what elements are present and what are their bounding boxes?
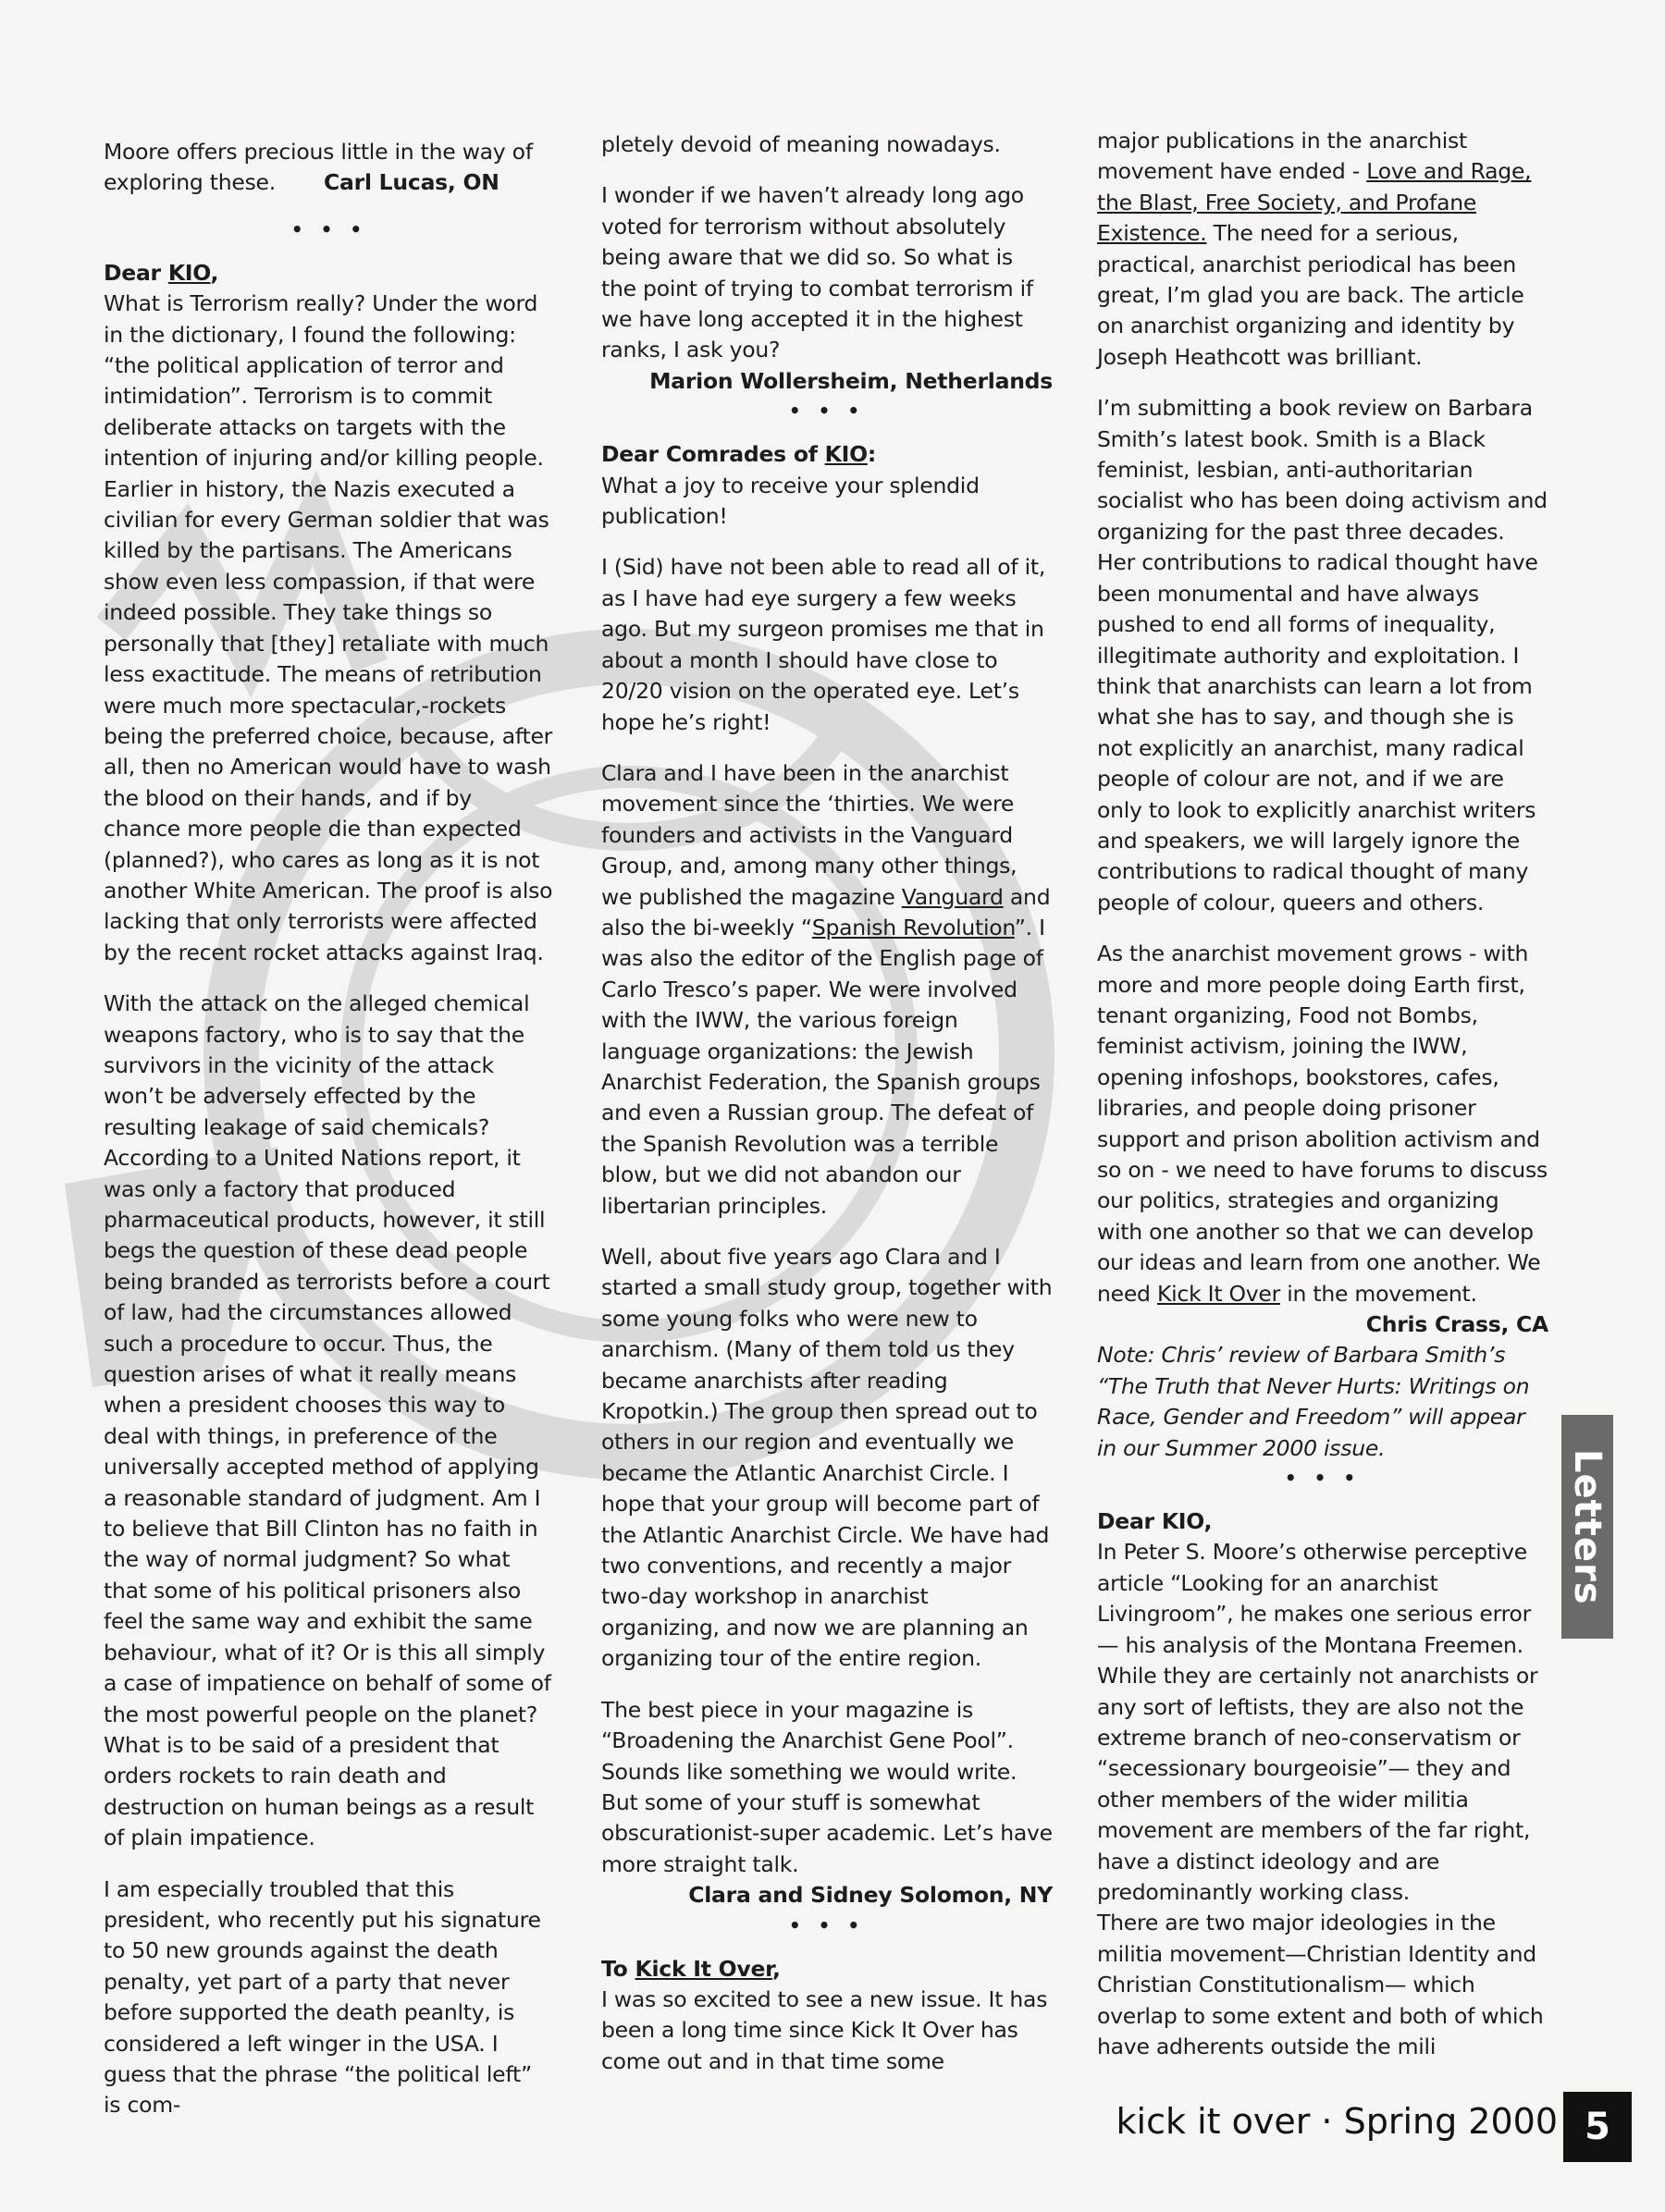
letter-ending: [104, 137, 555, 199]
paragraph-text: Clara and I have been in the anarchist movement since the ‘thirties. We were founders and activists in the Vanguard Group, and, among many other things, we published the magazine: [601, 759, 1018, 910]
publication-title: Vanguard: [901, 883, 1004, 910]
letter-paragraph: There are two major ideologies in the militia movement—Christian Identity and Christian Constitutionalism— which overlap to some extent and both of which have adherents outside the mili: [1097, 1910, 1544, 2059]
letter-paragraph: Well, about five years ago Clara and I started a small study group, together with some young folks who were new to anarchism. (Many of them told us they became anarchists after reading Kropotkin.) The group then spread out to others in our region and eventually we became the Atlantic Anarchist Circle. I hope that your group will become part of the Atlantic Anarchist Circle. We have had two conventions, and recently a major two-day workshop in anarchist organizing, and now we are planning an organizing tour of the entire region.: [601, 1244, 1053, 1672]
paragraph-text: As the anarchist movement grows - with more and more people doing Earth first, tenant organizing, Food not Bombs, feminist activism, joining the IWW, opening infoshops, bookstores, cafes, libraries, and people doing prisoner support and prison abolition activism and so on - we need to have forums to discuss our politics, strategies and organizing with one another so that we can develop our ideas and learn from one another. We need: [1097, 940, 1548, 1307]
paragraph-text: major publications in the anarchist movement have ended -: [1097, 128, 1467, 185]
paragraph-text: ”. I was also the editor of the English page of Carlo Tresco’s paper. We were involved with the IWW, the various foreign language organizations: the Jewish Anarchist Federation, the Spanish groups and even a Russian group. The defeat of the Spanish Revolution was a terrible blow, but we did not abandon our libertarian principles.: [601, 914, 1045, 1219]
signature: Clara and Sidney Solomon, NY: [688, 1882, 1053, 1909]
page-number: 5: [1563, 2092, 1632, 2162]
signature: Chris Crass, CA: [1365, 1311, 1548, 1338]
letter-greeting: [104, 258, 555, 289]
paragraph-text: and also the bi-weekly “: [601, 883, 1051, 940]
magazine-name: Kick It Over: [1156, 1280, 1281, 1307]
signature: Marion Wollersheim, Netherlands: [649, 367, 1053, 394]
publication-titles: Love and Rage, the Blast, Free Society, and Profane Existence.: [1097, 158, 1532, 247]
letter-paragraph: I’m submitting a book review on Barbara Smith’s latest book. Smith is a Black feminist, lesbian, anti-authoritarian socialist who has been doing activism and organizing for the past three decades. Her contributions to radical thought have been monumental and have always pushed to end all forms of inequality, illegitimate authority and exploitation. I think that anarchists can learn a lot from what she has to say, and though she is not explicitly an anarchist, many radical people of colour are not, and if we are only to look to explicitly anarchist writers and speakers, we will largely ignore the contributions to radical thought of many people of colour, queers and others.: [1097, 395, 1548, 916]
separator: • • •: [788, 1913, 866, 1936]
publication-title: Spanish Revolution: [811, 914, 1015, 940]
letter-paragraph: In Peter S. Moore’s otherwise perceptive article “Looking for an anarchist Livingroom”, he makes one serious error— his analysis of the Montana Freemen. While they are certainly not anarchists or any sort of leftists, they are also not the extreme branch of neo-conservatism or “secessionary bourgeoisie”— they and other members of the wider militia movement are members of the far right, have a distinct ideology and are predominantly working class.: [1097, 1539, 1538, 1905]
letter-paragraph: I (Sid) have not been able to read all of it, as I have had eye surgery a few weeks ago. But my surgeon promises me that in about a month I should have close to 20/20 vision on the operated eye. Let’s hope he’s right!: [601, 554, 1046, 735]
greeting-magazine-name: KIO: [167, 259, 211, 286]
letter-paragraph: What is Terrorism really? Under the word in the dictionary, I found the following: “the political application of terror and intimidation”. Terrorism is to commit deliberate attacks on targets with the intention of injuring and/or killing people. Earlier in history, the Nazis executed a civilian for every German soldier that was killed by the partisans. The Americans show even less compassion, if that were indeed possible. They take things so personally that [they] retaliate with much less exactitude. The means of retribution were much more spectacular,-rockets being the preferred choice, because, after all, then no American would have to wash the blood on their hands, and if by chance more people die than expected (planned?), who cares as long as it is not another White American. The proof is also lacking that only terrorists were affected by the recent rocket attacks against Iraq.: [104, 290, 553, 965]
editor-note: Note: Chris’ review of Barbara Smith’s “The Truth that Never Hurts: Writings on Race, Gender and Freedom” will appear in our Summer 2000 issue.: [1097, 1342, 1530, 1461]
letter-paragraph: [601, 758, 1053, 1222]
column-left: [104, 137, 555, 2121]
letter-paragraph: I am especially troubled that this president, who recently put his signature to 50 new grounds against the death penalty, yet part of a party that never before supported the death peanlty, is considered a left winger in the USA. I guess that the phrase “the political left” is com-: [104, 1875, 541, 2119]
letter-greeting: Dear KIO,: [1097, 1508, 1213, 1535]
paragraph-text: The need for a serious, practical, anarchist periodical has been great, I’m glad you are back. The article on anarchist organizing and identity by Joseph Heathcott was brilliant.: [1097, 220, 1524, 370]
letter-paragraph: [1097, 126, 1548, 373]
greeting-punct: ,: [210, 259, 219, 286]
greeting-punct: ,: [772, 1955, 781, 1982]
section-tab-label: Letters: [1566, 1448, 1609, 1605]
greeting-text: Dear: [104, 259, 168, 286]
letter-paragraph: What a joy to receive your splendid publication!: [601, 472, 980, 530]
paragraph-text: Moore offers precious little in the way of exploring these.: [104, 139, 533, 196]
separator: • • •: [290, 217, 368, 240]
column-right: [1097, 126, 1548, 2062]
letter-paragraph: I wonder if we haven’t already long ago voted for terrorism without absolutely being aware that we did so. So what is the point of trying to combat terrorism if we have long accepted it in the highest ranks, I ask you?: [601, 182, 1033, 363]
greeting-magazine-name: Kick It Over: [635, 1955, 773, 1982]
greeting-magazine-name: KIO: [824, 441, 868, 468]
column-middle: [601, 129, 1053, 2077]
letter-paragraph: The best piece in your magazine is “Broadening the Anarchist Gene Pool”. Sounds like something we would write. But some of your stuff is somewhat obscurationist-super academic. Let’s have more straight talk.: [601, 1696, 1053, 1877]
footer-issue: kick it over · Spring 2000: [1116, 2101, 1558, 2142]
greeting-punct: :: [867, 441, 876, 468]
separator: • • •: [1284, 1467, 1362, 1490]
letter-paragraph: [1097, 939, 1548, 1309]
letter-greeting: [601, 439, 1053, 470]
greeting-text: To: [601, 1955, 635, 1982]
letter-paragraph: pletely devoid of meaning nowadays.: [601, 131, 1001, 157]
paragraph-text: in the movement.: [1280, 1280, 1477, 1307]
letter-greeting: [601, 1954, 1053, 1985]
letter-paragraph: With the attack on the alleged chemical weapons factory, who is to say that the survivors in the vicinity of the attack won’t be adversely effected by the resulting leakage of said chemicals? According to a United Nations report, it was only a factory that produced pharmaceutical products, however, it still begs the question of these dead people being branded as terrorists before a court of law, had the circumstances allowed such a procedure to occur. Thus, the question arises of what it really means when a president chooses this way to deal with things, in preference of the universally accepted method of applying a reasonable standard of judgment. Am I to believe that Bill Clinton has no faith in the way of normal judgment? So what that some of his political prisoners also feel the same way and exhibit the same behaviour, what of it? Or is this all simply a case of impatience on behalf of some of the most powerful people on the planet? What is to be said of a president that orders rockets to rain death and destruction on human beings as a result of plain impatience.: [104, 990, 551, 1851]
greeting-text: Dear Comrades of: [601, 441, 825, 468]
separator: • • •: [788, 399, 866, 423]
section-tab: [1561, 1415, 1613, 1639]
signature: Carl Lucas, ON: [324, 169, 500, 196]
letter-paragraph: I was so excited to see a new issue. It has been a long time since Kick It Over has come out and in that time some: [601, 1985, 1048, 2074]
